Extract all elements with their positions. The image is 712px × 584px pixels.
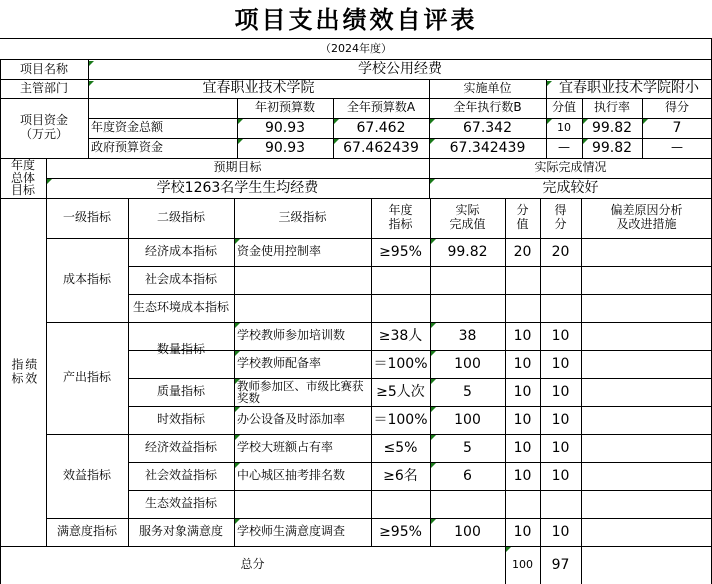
performance-indicators-label: 绩效 指标 (10, 358, 38, 386)
l3-indicator: 学校师生满意度调查 (237, 524, 346, 539)
weight-value: 10 (513, 411, 532, 428)
actual-value: 5 (463, 383, 472, 400)
score-value: 10 (551, 327, 570, 344)
funds-row-gov-score-value: — (558, 140, 570, 155)
expected-goal-header: 预期目标 (213, 160, 262, 175)
target-value: ≤5% (383, 439, 418, 456)
target-value: ≥95% (379, 243, 422, 260)
group-cost-indicators: 成本指标 (62, 272, 111, 287)
l2-service-satisfaction: 服务对象满意度 (138, 524, 223, 539)
funds-row-gov-exec-rate: 99.82 (591, 139, 633, 156)
score-value (540, 490, 581, 518)
score-value (540, 294, 581, 322)
weight-value: 10 (513, 523, 532, 540)
funds-row-gov-exec: 67.342439 (449, 139, 526, 156)
l3-indicator (234, 294, 371, 322)
funds-row-total-exec: 67.342 (463, 119, 512, 136)
target-value: ≥6名 (383, 467, 418, 484)
funds-row-total-initial: 90.93 (264, 119, 306, 136)
page-title: 项目支出绩效自评表 (234, 5, 478, 35)
l2-quality: 质量指标 (156, 384, 205, 399)
l3-indicator (234, 490, 371, 518)
target-value: ≥95% (379, 523, 422, 540)
actual-value: 38 (458, 327, 477, 344)
score-value: 20 (551, 243, 570, 260)
funds-row-gov-label: 政府预算资金 (91, 140, 164, 155)
total-weight: 100 (512, 557, 533, 571)
funds-header-exec-rate: 执行率 (593, 100, 630, 115)
actual-value: 99.82 (447, 243, 488, 260)
l3-indicator (234, 266, 371, 294)
indicators-header-l3: 三级指标 (278, 210, 327, 225)
actual-value: 100 (454, 411, 481, 428)
weight-value: 10 (513, 355, 532, 372)
actual-value: 5 (463, 439, 472, 456)
department-value: 宜春职业技术学院 (202, 80, 315, 97)
actual-value: 100 (454, 355, 481, 372)
department-label: 主管部门 (19, 80, 68, 95)
weight-value: 10 (513, 327, 532, 344)
actual-value (430, 294, 505, 322)
actual-value (430, 266, 505, 294)
score-value: 10 (551, 523, 570, 540)
target-value (371, 490, 430, 518)
l2-eco-env-cost: 生态环境成本指标 (132, 300, 229, 315)
l3-indicator: 学校教师配备率 (237, 356, 322, 371)
l2-economic-cost: 经济成本指标 (144, 244, 217, 259)
l2-eco-benefit: 生态效益指标 (144, 496, 217, 511)
indicators-header-actual: 实际 完成值 (449, 203, 486, 231)
funds-row-total-score: 7 (672, 119, 682, 136)
l3-indicator: 资金使用控制率 (237, 244, 322, 259)
indicators-header-analysis: 偏差原因分析 及改进措施 (610, 203, 683, 231)
actual-completion-value: 完成较好 (542, 179, 599, 196)
l2-social-cost: 社会成本指标 (144, 272, 217, 287)
funds-row-gov-initial: 90.93 (264, 139, 306, 156)
actual-completion-header: 实际完成情况 (534, 160, 607, 175)
indicators-header-score: 得 分 (554, 203, 567, 231)
l2-quantity: 数量指标 (156, 342, 205, 357)
report-year: （2024年度） (320, 41, 392, 55)
funds-label: 项目资金 （万元） (19, 113, 68, 141)
score-value: 10 (551, 355, 570, 372)
indicators-header-l2: 二级指标 (156, 210, 205, 225)
l3-indicator: 中心城区抽考排名数 (237, 468, 346, 483)
score-value: 10 (551, 439, 570, 456)
actual-value: 6 (463, 467, 472, 484)
weight-value (505, 266, 540, 294)
l2-social-benefit: 社会效益指标 (144, 468, 217, 483)
implementing-unit-value: 宜春职业技术学院附小 (559, 80, 699, 97)
weight-value: 10 (513, 467, 532, 484)
score-value: 10 (551, 411, 570, 428)
indicators-header-weight: 分 值 (516, 203, 529, 231)
weight-value: 10 (513, 383, 532, 400)
target-value (371, 266, 430, 294)
funds-header-full: 全年预算数A (346, 100, 416, 115)
funds-row-total-label: 年度资金总额 (91, 120, 164, 135)
target-value: ≥38人 (378, 327, 423, 344)
group-satisfaction-indicators: 满意度指标 (56, 524, 117, 539)
funds-row-gov-score: — (671, 140, 683, 155)
l3-indicator: 学校大班额占有率 (237, 440, 334, 455)
total-label: 总分 (240, 557, 265, 572)
target-value: ＝100% (373, 355, 428, 372)
l2-economic-benefit: 经济效益指标 (144, 440, 217, 455)
annual-goal-label: 年度 总体 目标 (10, 158, 35, 198)
score-value (540, 266, 581, 294)
actual-value: 100 (454, 523, 481, 540)
l3-indicator: 教师参加区、市级比赛获奖数 (237, 378, 364, 405)
project-name-value: 学校公用经费 (358, 61, 442, 78)
funds-header-score-value: 分值 (551, 100, 576, 115)
funds-row-total-exec-rate: 99.82 (591, 119, 633, 136)
implementing-unit-label: 实施单位 (463, 80, 512, 95)
actual-value (430, 490, 505, 518)
l3-indicator: 学校教师参加培训数 (237, 328, 346, 343)
group-output-indicators: 产出指标 (62, 370, 111, 385)
l3-indicator: 办公设备及时添加率 (237, 412, 346, 427)
funds-header-exec: 全年执行数B (453, 100, 522, 115)
indicators-header-l1: 一级指标 (62, 210, 111, 225)
project-name-label: 项目名称 (19, 61, 68, 76)
expected-goal-value: 学校1263名学生生均经费 (156, 179, 319, 196)
weight-value (505, 294, 540, 322)
target-value: ＝100% (373, 411, 428, 428)
funds-row-gov-full: 67.462439 (343, 139, 419, 156)
funds-row-total-full: 67.462 (356, 119, 406, 136)
funds-row-total-score-value: 10 (557, 120, 571, 134)
weight-value: 10 (513, 439, 532, 456)
l2-timeliness: 时效指标 (156, 412, 205, 427)
score-value: 10 (551, 383, 570, 400)
funds-header-score: 得分 (664, 100, 689, 115)
group-benefit-indicators: 效益指标 (62, 468, 111, 483)
target-value (371, 294, 430, 322)
target-value: ≥5人次 (376, 384, 425, 400)
weight-value (505, 490, 540, 518)
score-value: 10 (551, 467, 570, 484)
total-score: 97 (551, 556, 570, 573)
indicators-header-target: 年度 指标 (388, 203, 413, 231)
funds-header-initial: 年初预算数 (254, 100, 315, 115)
weight-value: 20 (513, 243, 532, 260)
